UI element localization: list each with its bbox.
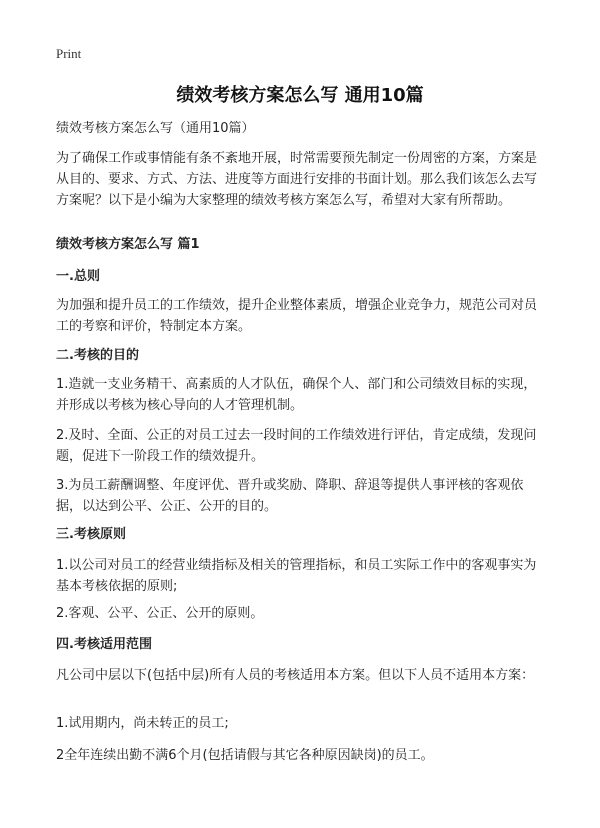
section-heading-general: 一.总则 — [56, 269, 100, 284]
print-link[interactable]: Print — [56, 46, 82, 61]
scope-text: 凡公司中层以下(包括中层)所有人员的考核适用本方案。但以下人员不适用本方案： — [56, 668, 535, 683]
section-heading-principles: 三.考核原则 — [56, 527, 126, 542]
scope-item-1: 1.试用期内，尚未转正的员工; — [56, 716, 229, 731]
intro-paragraph: 为了确保工作或事情能有条不紊地开展，时常需要预先制定一份周密的方案，方案是从目的、要求、方式、方法、进度等方面进行安排的书面计划。那么我们该怎么去写方案呢？以下是小编为大家整理的绩效考核方案怎么写，希望对大家有所帮助。 — [56, 151, 538, 208]
article-heading: 绩效考核方案怎么写 篇1 — [56, 237, 200, 252]
page-title: 绩效考核方案怎么写 通用10篇 — [176, 85, 424, 106]
scope-item-2: 2全年连续出勤不满6个月(包括请假与其它各种原因缺岗)的员工。 — [56, 748, 434, 763]
purpose-item-2: 2.及时、全面、公正的对员工过去一段时间的工作绩效进行评估，肯定成绩，发现问题，促进下一阶段工作的绩效提升。 — [56, 428, 537, 464]
purpose-item-1: 1.造就一支业务精干、高素质的人才队伍，确保个人、部门和公司绩效目标的实现，并形成以考核为核心导向的人才管理机制。 — [56, 377, 537, 413]
section-general-text: 为加强和提升员工的工作绩效，提升企业整体素质，增强企业竞争力，规范公司对员工的考察和评价，特制定本方案。 — [56, 298, 538, 334]
subtitle: 绩效考核方案怎么写（通用10篇） — [56, 121, 255, 136]
purpose-item-3: 3.为员工薪酬调整、年度评优、晋升或奖励、降职、辞退等提供人事评核的客观依据，以达到公平、公正、公开的目的。 — [56, 478, 524, 514]
principles-item-2: 2.客观、公平、公正、公开的原则。 — [56, 606, 264, 621]
principles-item-1: 1.以公司对员工的经营业绩指标及相关的管理指标，和员工实际工作中的客观事实为基本考核依据的原则; — [56, 558, 537, 594]
section-heading-scope: 四.考核适用范围 — [56, 637, 152, 652]
section-heading-purpose: 二.考核的目的 — [56, 348, 139, 363]
